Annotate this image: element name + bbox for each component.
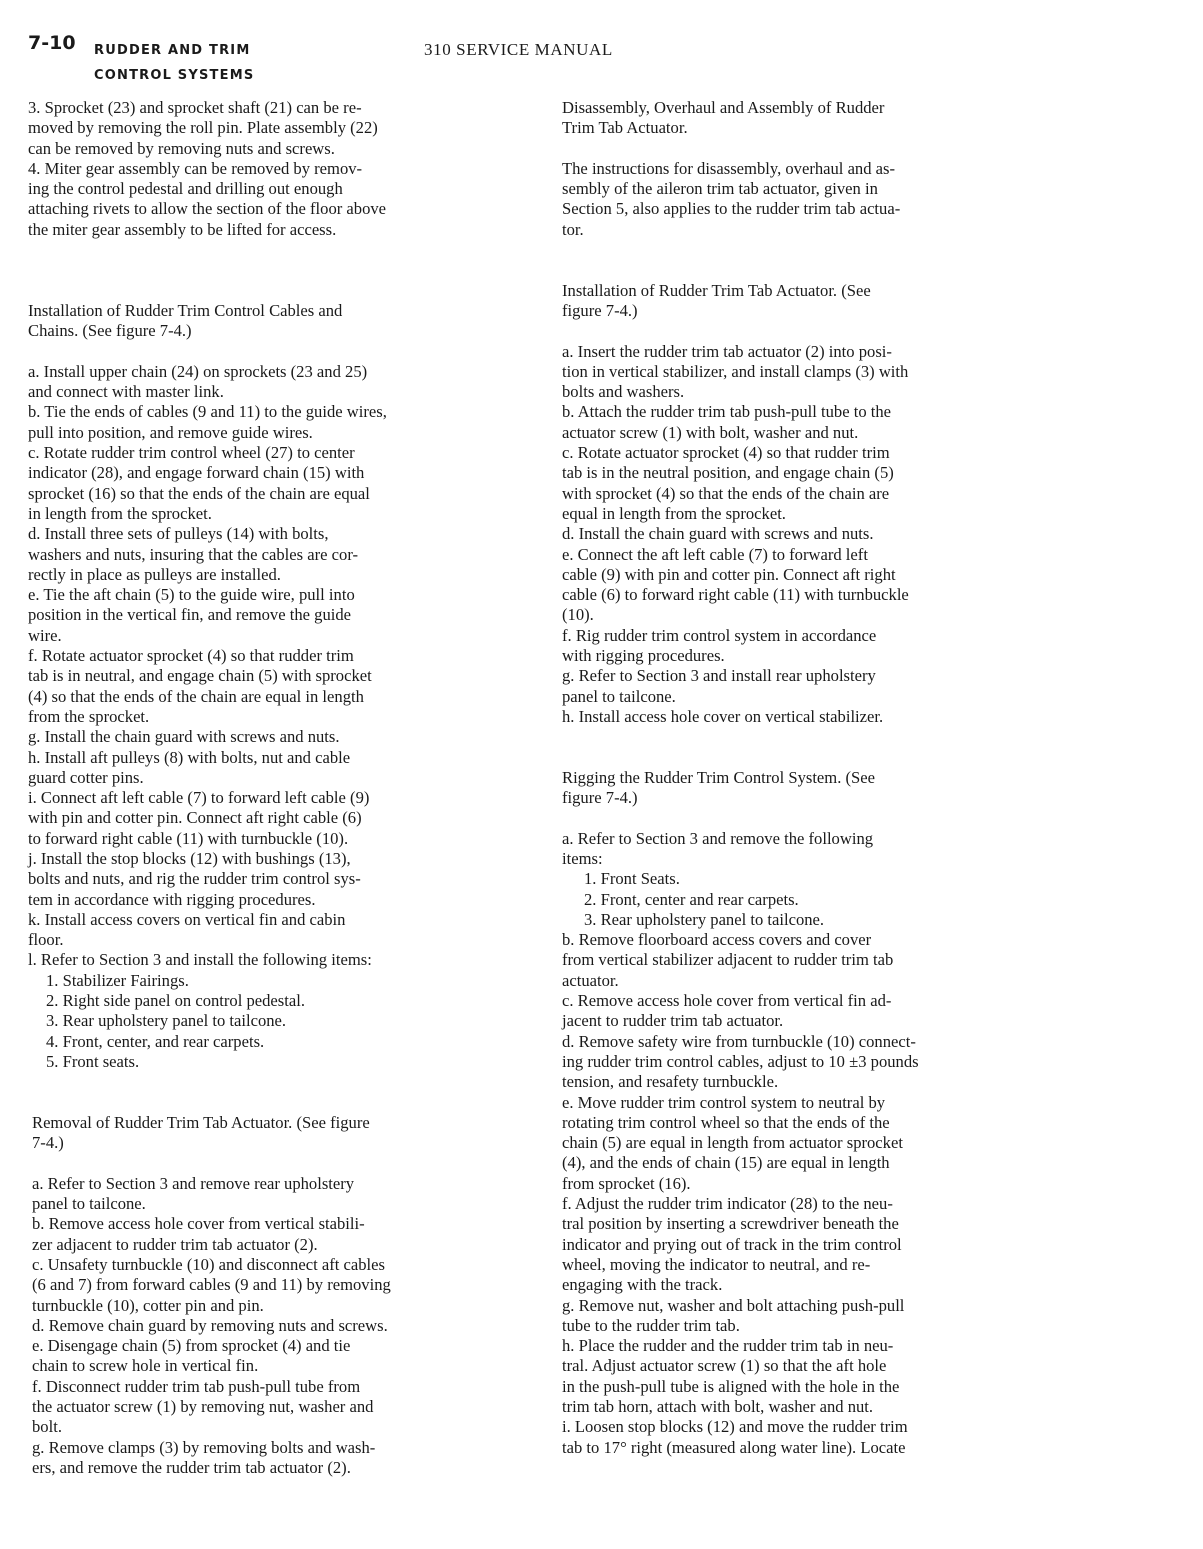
- text-line: i. Loosen stop blocks (12) and move the rudder trim: [562, 1417, 908, 1437]
- text-line: d. Install the chain guard with screws and nuts.: [562, 524, 874, 544]
- removal-heading: [28, 1113, 528, 1154]
- text-line: a. Insert the rudder trim tab actuator (2) into posi-: [562, 341, 892, 361]
- text-line: tral position by inserting a screwdriver beneath the: [562, 1214, 899, 1234]
- text-line: a. Refer to Section 3 and remove the following: [562, 828, 874, 848]
- text-line: g. Remove clamps (3) by removing bolts and wash-: [32, 1437, 376, 1457]
- text-line: e. Tie the aft chain (5) to the guide wire, pull into: [28, 585, 355, 605]
- text-line: 3. Sprocket (23) and sprocket shaft (21) can be re-: [28, 98, 362, 117]
- text-line: with rigging procedures.: [562, 646, 725, 666]
- right-column: [562, 98, 1062, 1458]
- rigging-intro: [562, 829, 1062, 870]
- text-line: attaching rivets to allow the section of the floor above: [28, 199, 387, 219]
- text-line: f. Adjust the rudder trim indicator (28) to the neu-: [562, 1194, 893, 1214]
- text-line: actuator.: [562, 970, 619, 990]
- overhaul-heading: [562, 98, 1062, 139]
- text-line: pull into position, and remove guide wires.: [28, 422, 313, 442]
- text-line: tor.: [562, 219, 584, 239]
- text-line: the miter gear assembly to be lifted for access.: [28, 219, 337, 239]
- text-line: and connect with master link.: [28, 382, 224, 402]
- text-line: ing rudder trim control cables, adjust to 10 ±3 pounds: [562, 1051, 919, 1071]
- text-line: panel to tailcone.: [562, 686, 676, 706]
- text-line: sembly of the aileron trim tab actuator, given in: [562, 179, 878, 199]
- text-line: from the sprocket.: [28, 706, 150, 726]
- text-line: Installation of Rudder Trim Control Cables and: [28, 300, 343, 320]
- text-line: k. Install access covers on vertical fin and cabin: [28, 909, 346, 929]
- text-line: Section 5, also applies to the rudder trim tab actua-: [562, 199, 901, 219]
- text-line: e. Disengage chain (5) from sprocket (4) and tie: [32, 1336, 351, 1356]
- text-line: Installation of Rudder Trim Tab Actuator. (See: [562, 280, 871, 300]
- text-line: h. Install aft pulleys (8) with bolts, nut and cable: [28, 747, 351, 767]
- text-line: 4. Front, center, and rear carpets.: [46, 1031, 265, 1051]
- rigging-items: [562, 869, 1062, 930]
- text-line: g. Remove nut, washer and bolt attaching push-pull: [562, 1295, 905, 1315]
- text-line: Rigging the Rudder Trim Control System. (See: [562, 767, 875, 787]
- text-line: actuator screw (1) with bolt, washer and nut.: [562, 422, 859, 442]
- text-line: with pin and cotter pin. Connect aft right cable (6): [28, 808, 362, 828]
- text-line: b. Attach the rudder trim tab push-pull tube to the: [562, 402, 892, 422]
- text-line: c. Rotate rudder trim control wheel (27) to center: [28, 443, 355, 463]
- rigging-steps: [562, 930, 1062, 1458]
- text-line: c. Rotate actuator sprocket (4) so that rudder trim: [562, 443, 890, 463]
- text-line: from sprocket (16).: [562, 1173, 691, 1193]
- text-line: turnbuckle (10), cotter pin and pin.: [32, 1295, 264, 1315]
- text-line: tem in accordance with rigging procedures.: [28, 889, 316, 909]
- text-line: (4), and the ends of chain (15) are equal in length: [562, 1153, 890, 1173]
- section-title-line-2: CONTROL SYSTEMS: [94, 68, 255, 83]
- text-line: in length from the sprocket.: [28, 503, 212, 523]
- text-line: washers and nuts, insuring that the cables are cor-: [28, 544, 359, 564]
- text-line: (6 and 7) from forward cables (9 and 11) by removing: [32, 1275, 391, 1295]
- text-line: from vertical stabilizer adjacent to rudder trim tab: [562, 950, 894, 970]
- text-line: Trim Tab Actuator.: [562, 118, 688, 138]
- install-cables-items: [28, 971, 528, 1072]
- text-line: 2. Right side panel on control pedestal.: [46, 991, 305, 1011]
- text-line: to forward right cable (11) with turnbuckle (10).: [28, 828, 349, 848]
- text-line: Disassembly, Overhaul and Assembly of Rudder: [562, 98, 885, 117]
- section-title-line-1: RUDDER AND TRIM: [94, 43, 251, 58]
- text-line: g. Install the chain guard with screws and nuts.: [28, 727, 340, 747]
- text-line: Chains. (See figure 7-4.): [28, 321, 192, 341]
- text-line: items:: [562, 848, 603, 868]
- text-line: 2. Front, center and rear carpets.: [584, 889, 799, 909]
- text-line: tral. Adjust actuator screw (1) so that the aft hole: [562, 1356, 887, 1376]
- text-line: wire.: [28, 625, 62, 645]
- text-line: Removal of Rudder Trim Tab Actuator. (See figure: [32, 1112, 370, 1132]
- text-line: chain (5) are equal in length from actuator sprocket: [562, 1133, 903, 1153]
- left-column: [28, 98, 528, 1478]
- text-line: The instructions for disassembly, overhaul and as-: [562, 158, 896, 178]
- text-line: tube to the rudder trim tab.: [562, 1315, 740, 1335]
- text-line: e. Move rudder trim control system to neutral by: [562, 1092, 886, 1112]
- text-line: tab is in neutral, and engage chain (5) with sprocket: [28, 666, 372, 686]
- text-line: tion in vertical stabilizer, and install clamps (3) with: [562, 361, 909, 381]
- text-line: tab is in the neutral position, and engage chain (5): [562, 463, 894, 483]
- text-line: 1. Front Seats.: [584, 869, 680, 889]
- text-line: a. Install upper chain (24) on sprockets (23 and 25): [28, 361, 368, 381]
- text-line: b. Tie the ends of cables (9 and 11) to the guide wires,: [28, 402, 387, 422]
- text-line: bolts and washers.: [562, 382, 685, 402]
- text-line: g. Refer to Section 3 and install rear upholstery: [562, 666, 876, 686]
- text-line: 4. Miter gear assembly can be removed by remov-: [28, 158, 363, 178]
- text-line: bolts and nuts, and rig the rudder trim control sys-: [28, 869, 361, 889]
- text-line: i. Connect aft left cable (7) to forward left cable (9): [28, 788, 370, 808]
- text-line: guard cotter pins.: [28, 767, 144, 787]
- text-line: equal in length from the sprocket.: [562, 503, 786, 523]
- text-line: indicator and prying out of track in the trim control: [562, 1234, 902, 1254]
- text-line: f. Disconnect rudder trim tab push-pull tube from: [32, 1376, 361, 1396]
- text-line: bolt.: [32, 1417, 62, 1437]
- manual-title: 310 SERVICE MANUAL: [424, 40, 613, 59]
- text-line: d. Remove safety wire from turnbuckle (10) connect-: [562, 1031, 916, 1051]
- text-line: position in the vertical fin, and remove the guide: [28, 605, 352, 625]
- text-line: h. Place the rudder and the rudder trim tab in neu-: [562, 1336, 894, 1356]
- text-line: ing the control pedestal and drilling out enough: [28, 179, 343, 199]
- section-title: [94, 38, 254, 88]
- install-actuator-steps: [562, 342, 1062, 728]
- text-line: floor.: [28, 930, 64, 950]
- install-cables-heading: [28, 301, 528, 342]
- text-line: e. Connect the aft left cable (7) to forward left: [562, 544, 868, 564]
- intro-paragraph: [28, 98, 528, 240]
- text-line: panel to tailcone.: [32, 1194, 146, 1214]
- text-line: 3. Rear upholstery panel to tailcone.: [584, 909, 825, 929]
- text-line: f. Rotate actuator sprocket (4) so that rudder trim: [28, 646, 354, 666]
- text-line: b. Remove access hole cover from vertical stabili-: [32, 1214, 365, 1234]
- text-line: figure 7-4.): [562, 788, 638, 808]
- text-line: d. Remove chain guard by removing nuts and screws.: [32, 1315, 388, 1335]
- text-line: b. Remove floorboard access covers and cover: [562, 930, 872, 950]
- text-line: engaging with the track.: [562, 1275, 723, 1295]
- text-line: jacent to rudder trim tab actuator.: [562, 1011, 784, 1031]
- text-line: figure 7-4.): [562, 300, 638, 320]
- text-line: 1. Stabilizer Fairings.: [46, 970, 189, 990]
- text-line: d. Install three sets of pulleys (14) with bolts,: [28, 524, 329, 544]
- text-line: trim tab horn, attach with bolt, washer and nut.: [562, 1397, 874, 1416]
- removal-steps: [28, 1174, 528, 1478]
- text-line: indicator (28), and engage forward chain (15) with: [28, 463, 365, 483]
- text-line: zer adjacent to rudder trim tab actuator (2).: [32, 1234, 318, 1254]
- text-line: moved by removing the roll pin. Plate assembly (22): [28, 118, 378, 138]
- text-line: c. Unsafety turnbuckle (10) and disconnect aft cables: [32, 1254, 385, 1274]
- text-line: cable (6) to forward right cable (11) with turnbuckle: [562, 585, 909, 605]
- text-line: wheel, moving the indicator to neutral, and re-: [562, 1254, 871, 1274]
- overhaul-text: [562, 159, 1062, 240]
- text-line: cable (9) with pin and cotter pin. Connect aft right: [562, 564, 896, 584]
- text-line: (10).: [562, 605, 594, 625]
- text-line: chain to screw hole in vertical fin.: [32, 1356, 259, 1376]
- text-line: 3. Rear upholstery panel to tailcone.: [46, 1011, 287, 1031]
- install-cables-steps: [28, 362, 528, 971]
- page-number: 7-10: [28, 32, 76, 54]
- text-line: the actuator screw (1) by removing nut, washer and: [32, 1397, 374, 1416]
- text-line: 7-4.): [32, 1133, 64, 1153]
- text-line: rotating trim control wheel so that the ends of the: [562, 1112, 890, 1132]
- text-line: in the push-pull tube is aligned with the hole in the: [562, 1376, 900, 1396]
- text-line: tab to 17° right (measured along water line). Locate: [562, 1437, 906, 1457]
- install-actuator-heading: [562, 281, 1062, 322]
- text-line: f. Rig rudder trim control system in accordance: [562, 625, 877, 645]
- text-line: h. Install access hole cover on vertical stabilizer.: [562, 706, 884, 726]
- text-line: sprocket (16) so that the ends of the chain are equal: [28, 483, 370, 503]
- text-line: j. Install the stop blocks (12) with bushings (13),: [28, 848, 351, 868]
- text-line: can be removed by removing nuts and screws.: [28, 138, 335, 158]
- text-line: l. Refer to Section 3 and install the following items:: [28, 950, 372, 970]
- text-line: tension, and resafety turnbuckle.: [562, 1072, 779, 1092]
- text-line: c. Remove access hole cover from vertical fin ad-: [562, 991, 892, 1011]
- text-line: ers, and remove the rudder trim tab actuator (2).: [32, 1457, 351, 1477]
- text-line: a. Refer to Section 3 and remove rear upholstery: [32, 1173, 355, 1193]
- text-line: rectly in place as pulleys are installed.: [28, 564, 281, 584]
- text-line: (4) so that the ends of the chain are equal in length: [28, 686, 364, 706]
- text-line: 5. Front seats.: [46, 1051, 140, 1071]
- rigging-heading: [562, 768, 1062, 809]
- text-line: with sprocket (4) so that the ends of the chain are: [562, 483, 890, 503]
